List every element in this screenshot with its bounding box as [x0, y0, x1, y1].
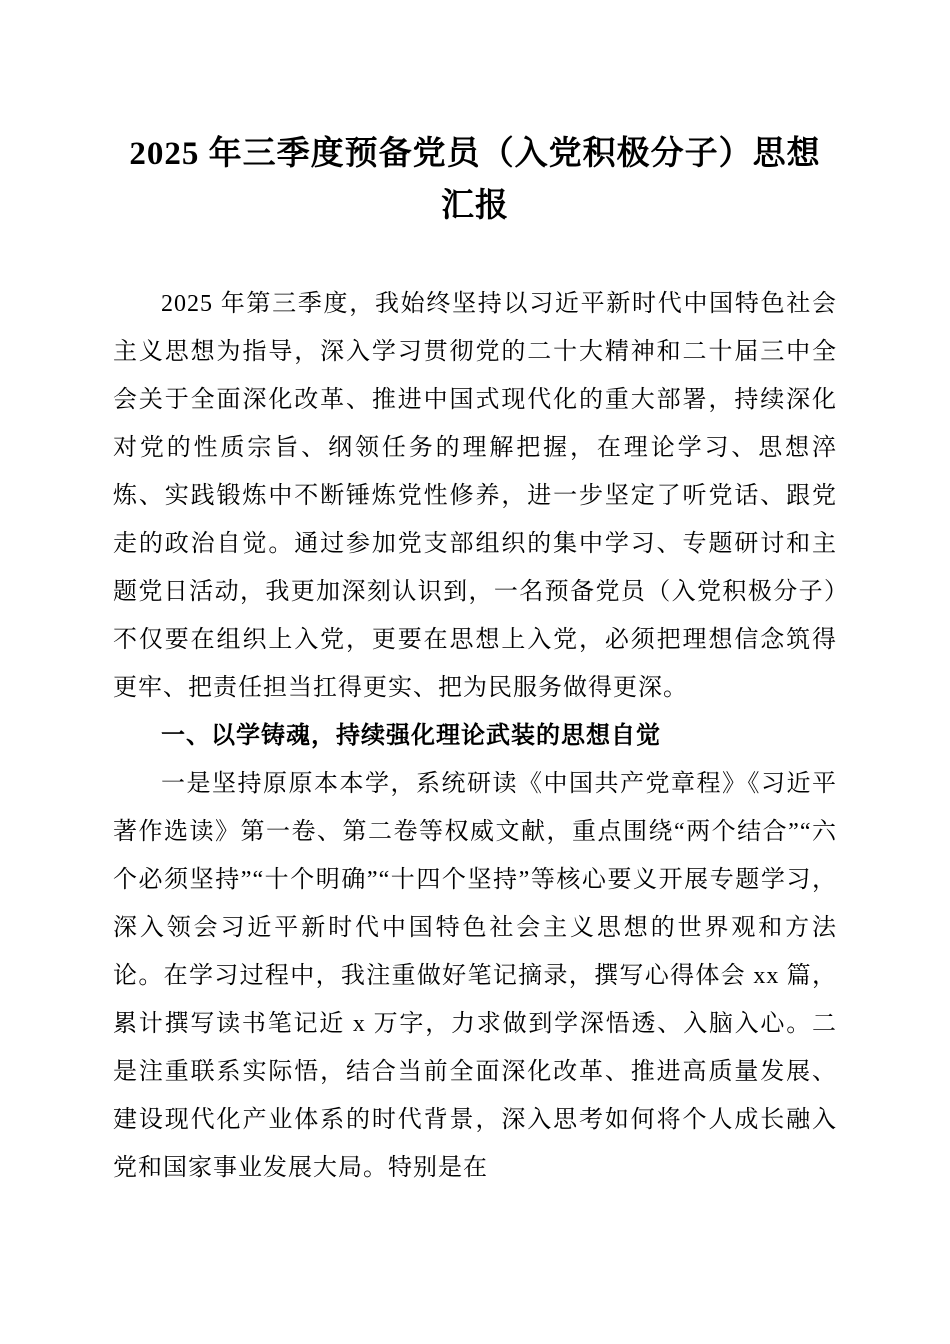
document-title: 2025 年三季度预备党员（入党积极分子）思想汇报 [129, 136, 821, 224]
section-heading-1: 一、以学铸魂，持续强化理论武装的思想自觉 [161, 722, 661, 749]
section-1-paragraph: 一是坚持原原本本学，系统研读《中国共产党章程》《习近平著作选读》第一卷、第二卷等权威文献，重点围绕“两个结合”“六个必须坚持”“十个明确”“十四个坚持”等核心要义开展专题学习，深入领会习近平新时代中国特色社会主义思想的世界观和方法论。在学习过程中，我注重做好笔记摘录，撰写心得体会 xx 篇，累计撰写读书笔记近 x 万字，力求做到学深悟透、入脑入心。二是注重联系实际悟，结合当前全面深化改革、推进高质量发展、建设现代化产业体系的时代背景，深入思考如何将个人成长融入党和国家事业发展大局。特别是在 [113, 771, 837, 1181]
intro-paragraph: 2025 年第三季度，我始终坚持以习近平新时代中国特色社会主义思想为指导，深入学习贯彻党的二十大精神和二十届三中全会关于全面深化改革、推进中国式现代化的重大部署，持续深化对党的性质宗旨、纲领任务的理解把握，在理论学习、思想淬炼、实践锻炼中不断锤炼党性修养，进一步坚定了听党话、跟党走的政治自觉。通过参加党支部组织的集中学习、专题研讨和主题党日活动，我更加深刻认识到，一名预备党员（入党积极分子）不仅要在组织上入党，更要在思想上入党，必须把理想信念筑得更牢、把责任担当扛得更实、把为民服务做得更深。 [113, 291, 837, 701]
